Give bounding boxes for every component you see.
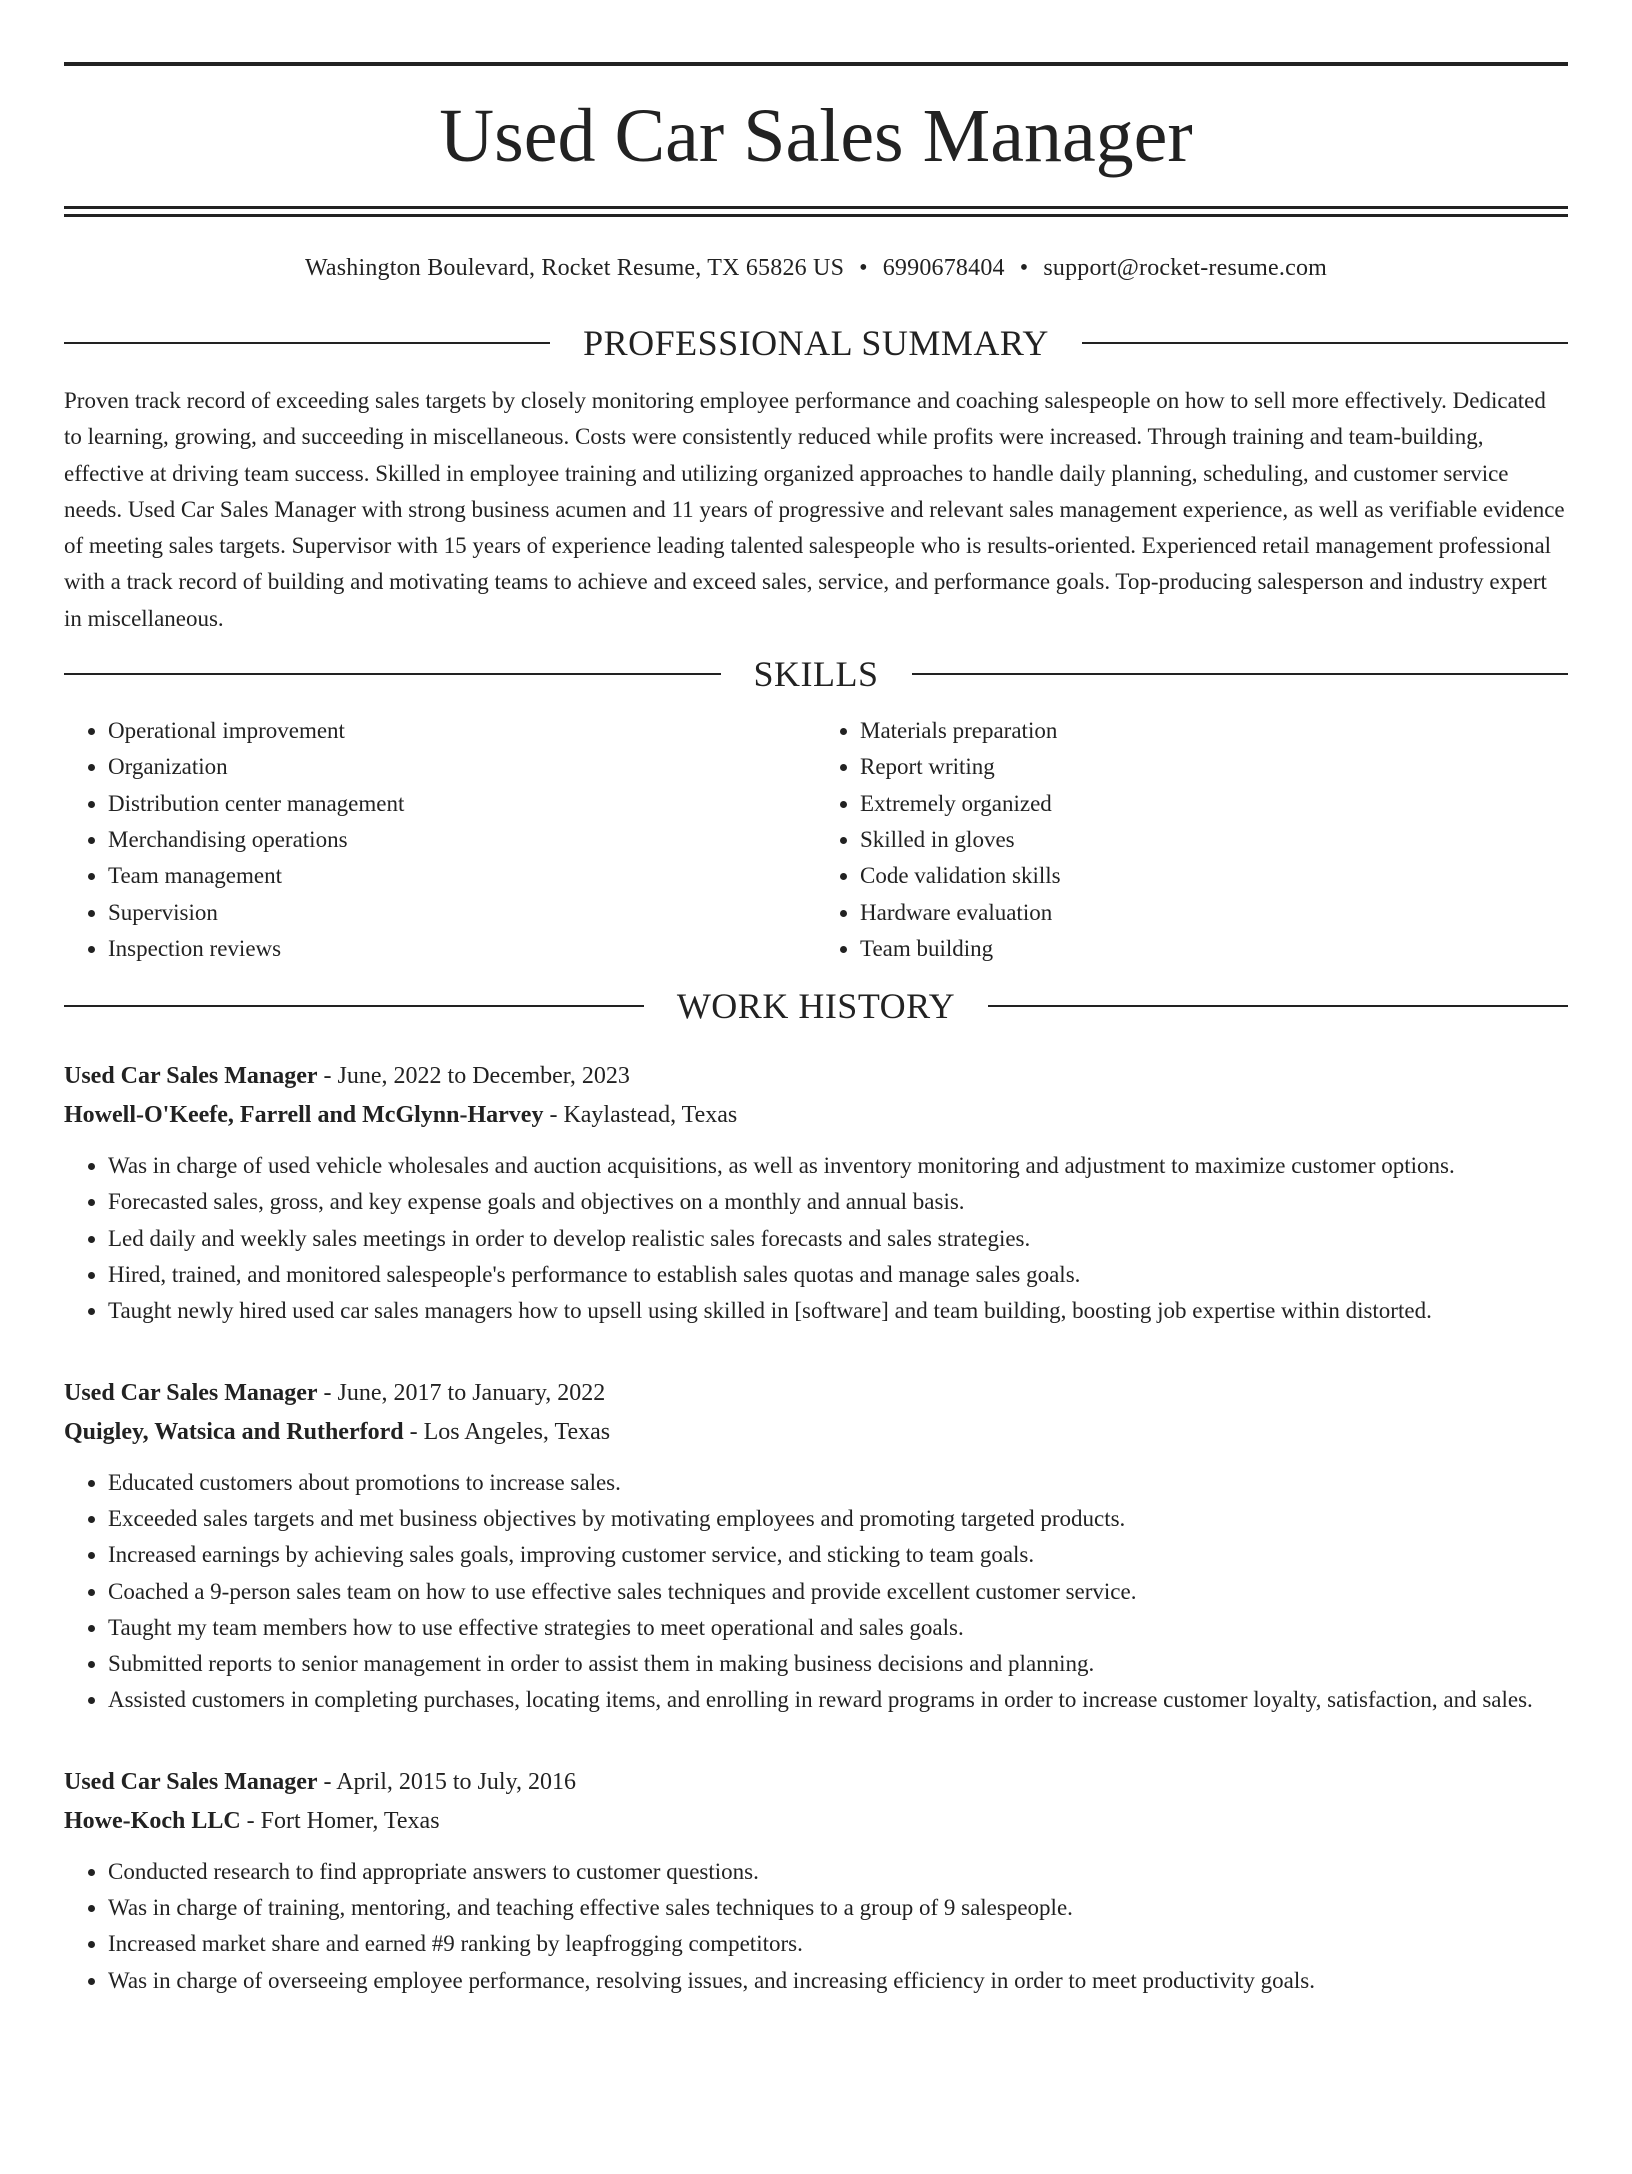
job-bullet: • Coached a 9-person sales team on how to use effective sales techniques and provide excellent customer service. xyxy=(108,1574,1568,1610)
work-history-heading xyxy=(64,985,1568,1027)
resume-name: Used Car Sales Manager xyxy=(439,94,1193,178)
skill-item: • Supervision xyxy=(108,895,816,931)
job-bullet: • Conducted research to find appropriate answers to customer questions. xyxy=(108,1854,1568,1890)
job-bullet: • Increased market share and earned #9 ranking by leapfrogging competitors. xyxy=(108,1926,1568,1962)
skills-column-left xyxy=(64,713,816,967)
skill-item: • Extremely organized xyxy=(860,786,1568,822)
job-company-line xyxy=(64,1413,1568,1452)
job-bullet: • Assisted customers in completing purchases, locating items, and enrolling in reward programs in order to increase customer loyalty, satisfaction, and sales. xyxy=(108,1682,1568,1718)
contact-separator: • xyxy=(1019,255,1029,281)
job-company: Howe-Koch LLC xyxy=(64,1807,241,1834)
skill-item: • Team building xyxy=(860,931,1568,967)
job-bullet: • Taught newly hired used car sales managers how to upsell using skilled in [software] and team building, boosting job expertise within distorted. xyxy=(108,1293,1568,1329)
job-bullet: • Educated customers about promotions to increase sales. xyxy=(108,1465,1568,1501)
skill-item: • Organization xyxy=(108,749,816,785)
job-bullet: • Led daily and weekly sales meetings in order to develop realistic sales forecasts and sales strategies. xyxy=(108,1221,1568,1257)
heading-rule xyxy=(64,673,721,675)
job-bullets xyxy=(64,1854,1568,1999)
contact-line xyxy=(64,255,1568,282)
job-title-line xyxy=(64,1374,1568,1413)
job-bullets xyxy=(64,1465,1568,1719)
job-bullet: • Was in charge of used vehicle wholesales and auction acquisitions, as well as inventory monitoring and adjustment to maximize customer options. xyxy=(108,1148,1568,1184)
contact-phone: 6990678404 xyxy=(882,255,1005,281)
skill-item: • Code validation skills xyxy=(860,858,1568,894)
job-title: Used Car Sales Manager xyxy=(64,1768,318,1795)
job-bullet: • Hired, trained, and monitored salespeople's performance to establish sales quotas and manage sales goals. xyxy=(108,1257,1568,1293)
skill-item: • Team management xyxy=(108,858,816,894)
job-bullet: • Exceeded sales targets and met business objectives by motivating employees and promoting targeted products. xyxy=(108,1501,1568,1537)
section-title: SKILLS xyxy=(753,654,879,695)
job-title: Used Car Sales Manager xyxy=(64,1379,318,1406)
skill-item: • Merchandising operations xyxy=(108,822,816,858)
heading-rule xyxy=(64,342,550,344)
header-double-rule xyxy=(64,206,1568,217)
job-company-line xyxy=(64,1802,1568,1841)
job-bullet: • Was in charge of training, mentoring, and teaching effective sales techniques to a group of 9 salespeople. xyxy=(108,1890,1568,1926)
heading-rule xyxy=(988,1005,1568,1007)
skill-item: • Materials preparation xyxy=(860,713,1568,749)
heading-rule xyxy=(64,1005,644,1007)
skill-item: • Skilled in gloves xyxy=(860,822,1568,858)
job-dates: - June, 2017 to January, 2022 xyxy=(317,1379,606,1406)
job-entry xyxy=(64,1763,1568,1999)
skill-item: • Distribution center management xyxy=(108,786,816,822)
job-bullets xyxy=(64,1148,1568,1329)
job-bullet: • Forecasted sales, gross, and key expense goals and objectives on a monthly and annual basis. xyxy=(108,1184,1568,1220)
job-title-line xyxy=(64,1057,1568,1096)
job-bullet: • Taught my team members how to use effective strategies to meet operational and sales goals. xyxy=(108,1610,1568,1646)
contact-address: Washington Boulevard, Rocket Resume, TX 65826 US xyxy=(304,255,845,281)
job-bullet: • Was in charge of overseeing employee performance, resolving issues, and increasing efficiency in order to meet productivity goals. xyxy=(108,1963,1568,1999)
job-location: - Fort Homer, Texas xyxy=(240,1807,440,1834)
skill-item: • Report writing xyxy=(860,749,1568,785)
heading-rule xyxy=(1082,342,1568,344)
job-location: - Los Angeles, Texas xyxy=(403,1418,611,1445)
skills-list xyxy=(64,713,1568,967)
skills-heading xyxy=(64,653,1568,695)
job-title: Used Car Sales Manager xyxy=(64,1063,318,1090)
skill-item: • Hardware evaluation xyxy=(860,895,1568,931)
job-location: - Kaylastead, Texas xyxy=(543,1102,738,1129)
job-entry xyxy=(64,1374,1568,1719)
summary-text: Proven track record of exceeding sales targets by closely monitoring employee performance and coaching salespeople on how to sell more effectively. Dedicated to learning, growing, and succeeding in miscellaneous. Costs were consistently reduced while profits were increased. Through training and team-building, effective at driving team success. Skilled in employee training and utilizing organized approaches to handle daily planning, scheduling, and customer service needs. Used Car Sales Manager with strong business acumen and 11 years of progressive and relevant sales management experience, as well as verifiable evidence of meeting sales targets. Supervisor with 15 years of experience leading talented salespeople who is results-oriented. Experienced retail management professional with a track record of building and motivating teams to achieve and exceed sales, service, and performance goals. Top-producing salesperson and industry expert in miscellaneous. xyxy=(64,388,1565,631)
job-company: Howell-O'Keefe, Farrell and McGlynn-Harvey xyxy=(64,1102,544,1129)
job-dates: - June, 2022 to December, 2023 xyxy=(317,1063,630,1090)
job-company-line xyxy=(64,1096,1568,1135)
skills-column-right xyxy=(816,713,1568,967)
job-bullet: • Submitted reports to senior management in order to assist them in making business decisions and planning. xyxy=(108,1646,1568,1682)
job-bullet: • Increased earnings by achieving sales goals, improving customer service, and sticking to team goals. xyxy=(108,1537,1568,1573)
section-title: PROFESSIONAL SUMMARY xyxy=(583,323,1049,363)
contact-separator: • xyxy=(859,255,868,281)
contact-email: support@rocket-resume.com xyxy=(1043,255,1328,281)
summary-heading xyxy=(64,322,1568,364)
job-dates: - April, 2015 to July, 2016 xyxy=(317,1768,576,1795)
section-title: WORK HISTORY xyxy=(676,986,956,1027)
skill-item: • Operational improvement xyxy=(108,713,816,749)
job-title-line xyxy=(64,1763,1568,1802)
job-company: Quigley, Watsica and Rutherford xyxy=(64,1418,404,1445)
skill-item: • Inspection reviews xyxy=(108,931,816,967)
resume-page xyxy=(0,62,1632,2174)
heading-rule xyxy=(912,673,1569,675)
job-entry xyxy=(64,1057,1568,1329)
